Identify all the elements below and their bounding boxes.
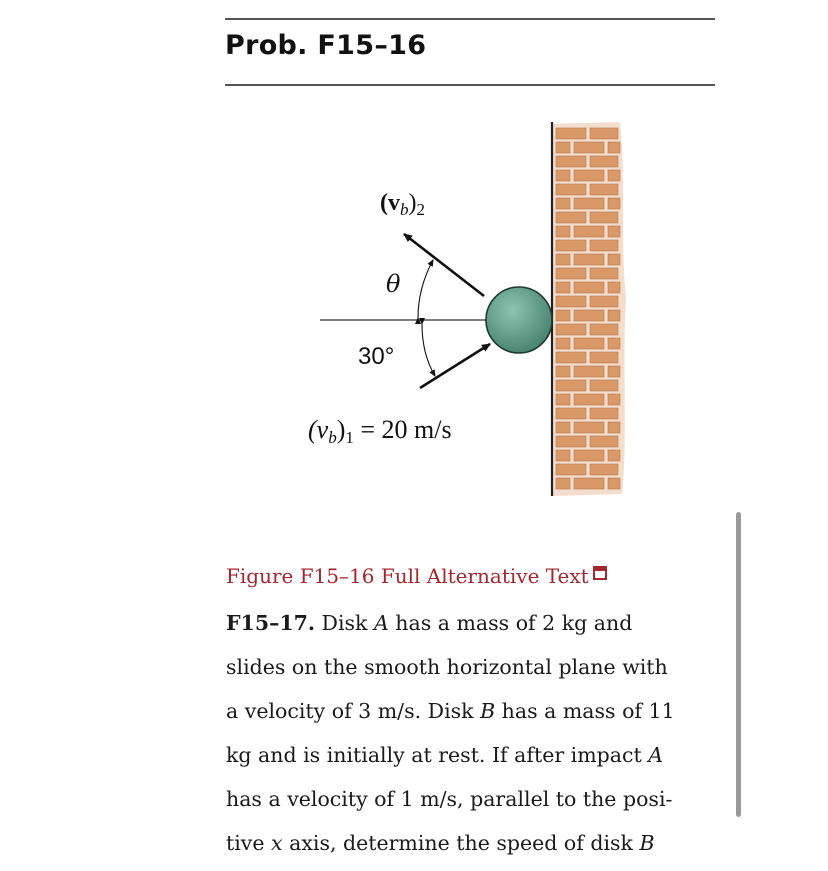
problem-title: Prob. F15–16: [225, 30, 427, 61]
svg-text:(vb)1 = 20 m/s: (vb)1 = 20 m/s: [308, 415, 452, 447]
problem-line-2: slides on the smooth horizontal plane with: [226, 655, 668, 679]
ball: [486, 287, 552, 353]
angle-30-label: 30°: [358, 343, 395, 370]
problem-line-4: kg and is initially at rest. If after impact A: [226, 743, 664, 767]
figure-alt-text-link[interactable]: Figure F15–16 Full Alternative Text: [226, 564, 607, 588]
problem-figure: [290, 118, 640, 498]
problem-line-1: F15–17. Disk A has a mass of 2 kg and: [226, 611, 633, 635]
problem-line-3: a velocity of 3 m/s. Disk B has a mass of 11: [226, 699, 675, 723]
angle-30-arc: [422, 324, 435, 376]
problem-line-5: has a velocity of 1 m/s, parallel to the posi-: [226, 787, 673, 811]
scrollbar[interactable]: [736, 512, 741, 817]
svg-text:(vb)2: $(v_b)_2$: [380, 190, 425, 219]
vb2-label: (v: [380, 190, 400, 216]
theta-label: θ: [386, 270, 401, 298]
title-divider: [225, 84, 715, 86]
top-divider: [225, 18, 715, 20]
external-link-icon: [593, 566, 607, 580]
vb1-label: (v: [308, 415, 329, 444]
brick-wall: [552, 122, 626, 496]
outgoing-velocity-arrow: [404, 234, 484, 296]
theta-arc: [418, 260, 433, 318]
problem-line-6: tive x axis, determine the speed of disk B: [226, 831, 655, 855]
